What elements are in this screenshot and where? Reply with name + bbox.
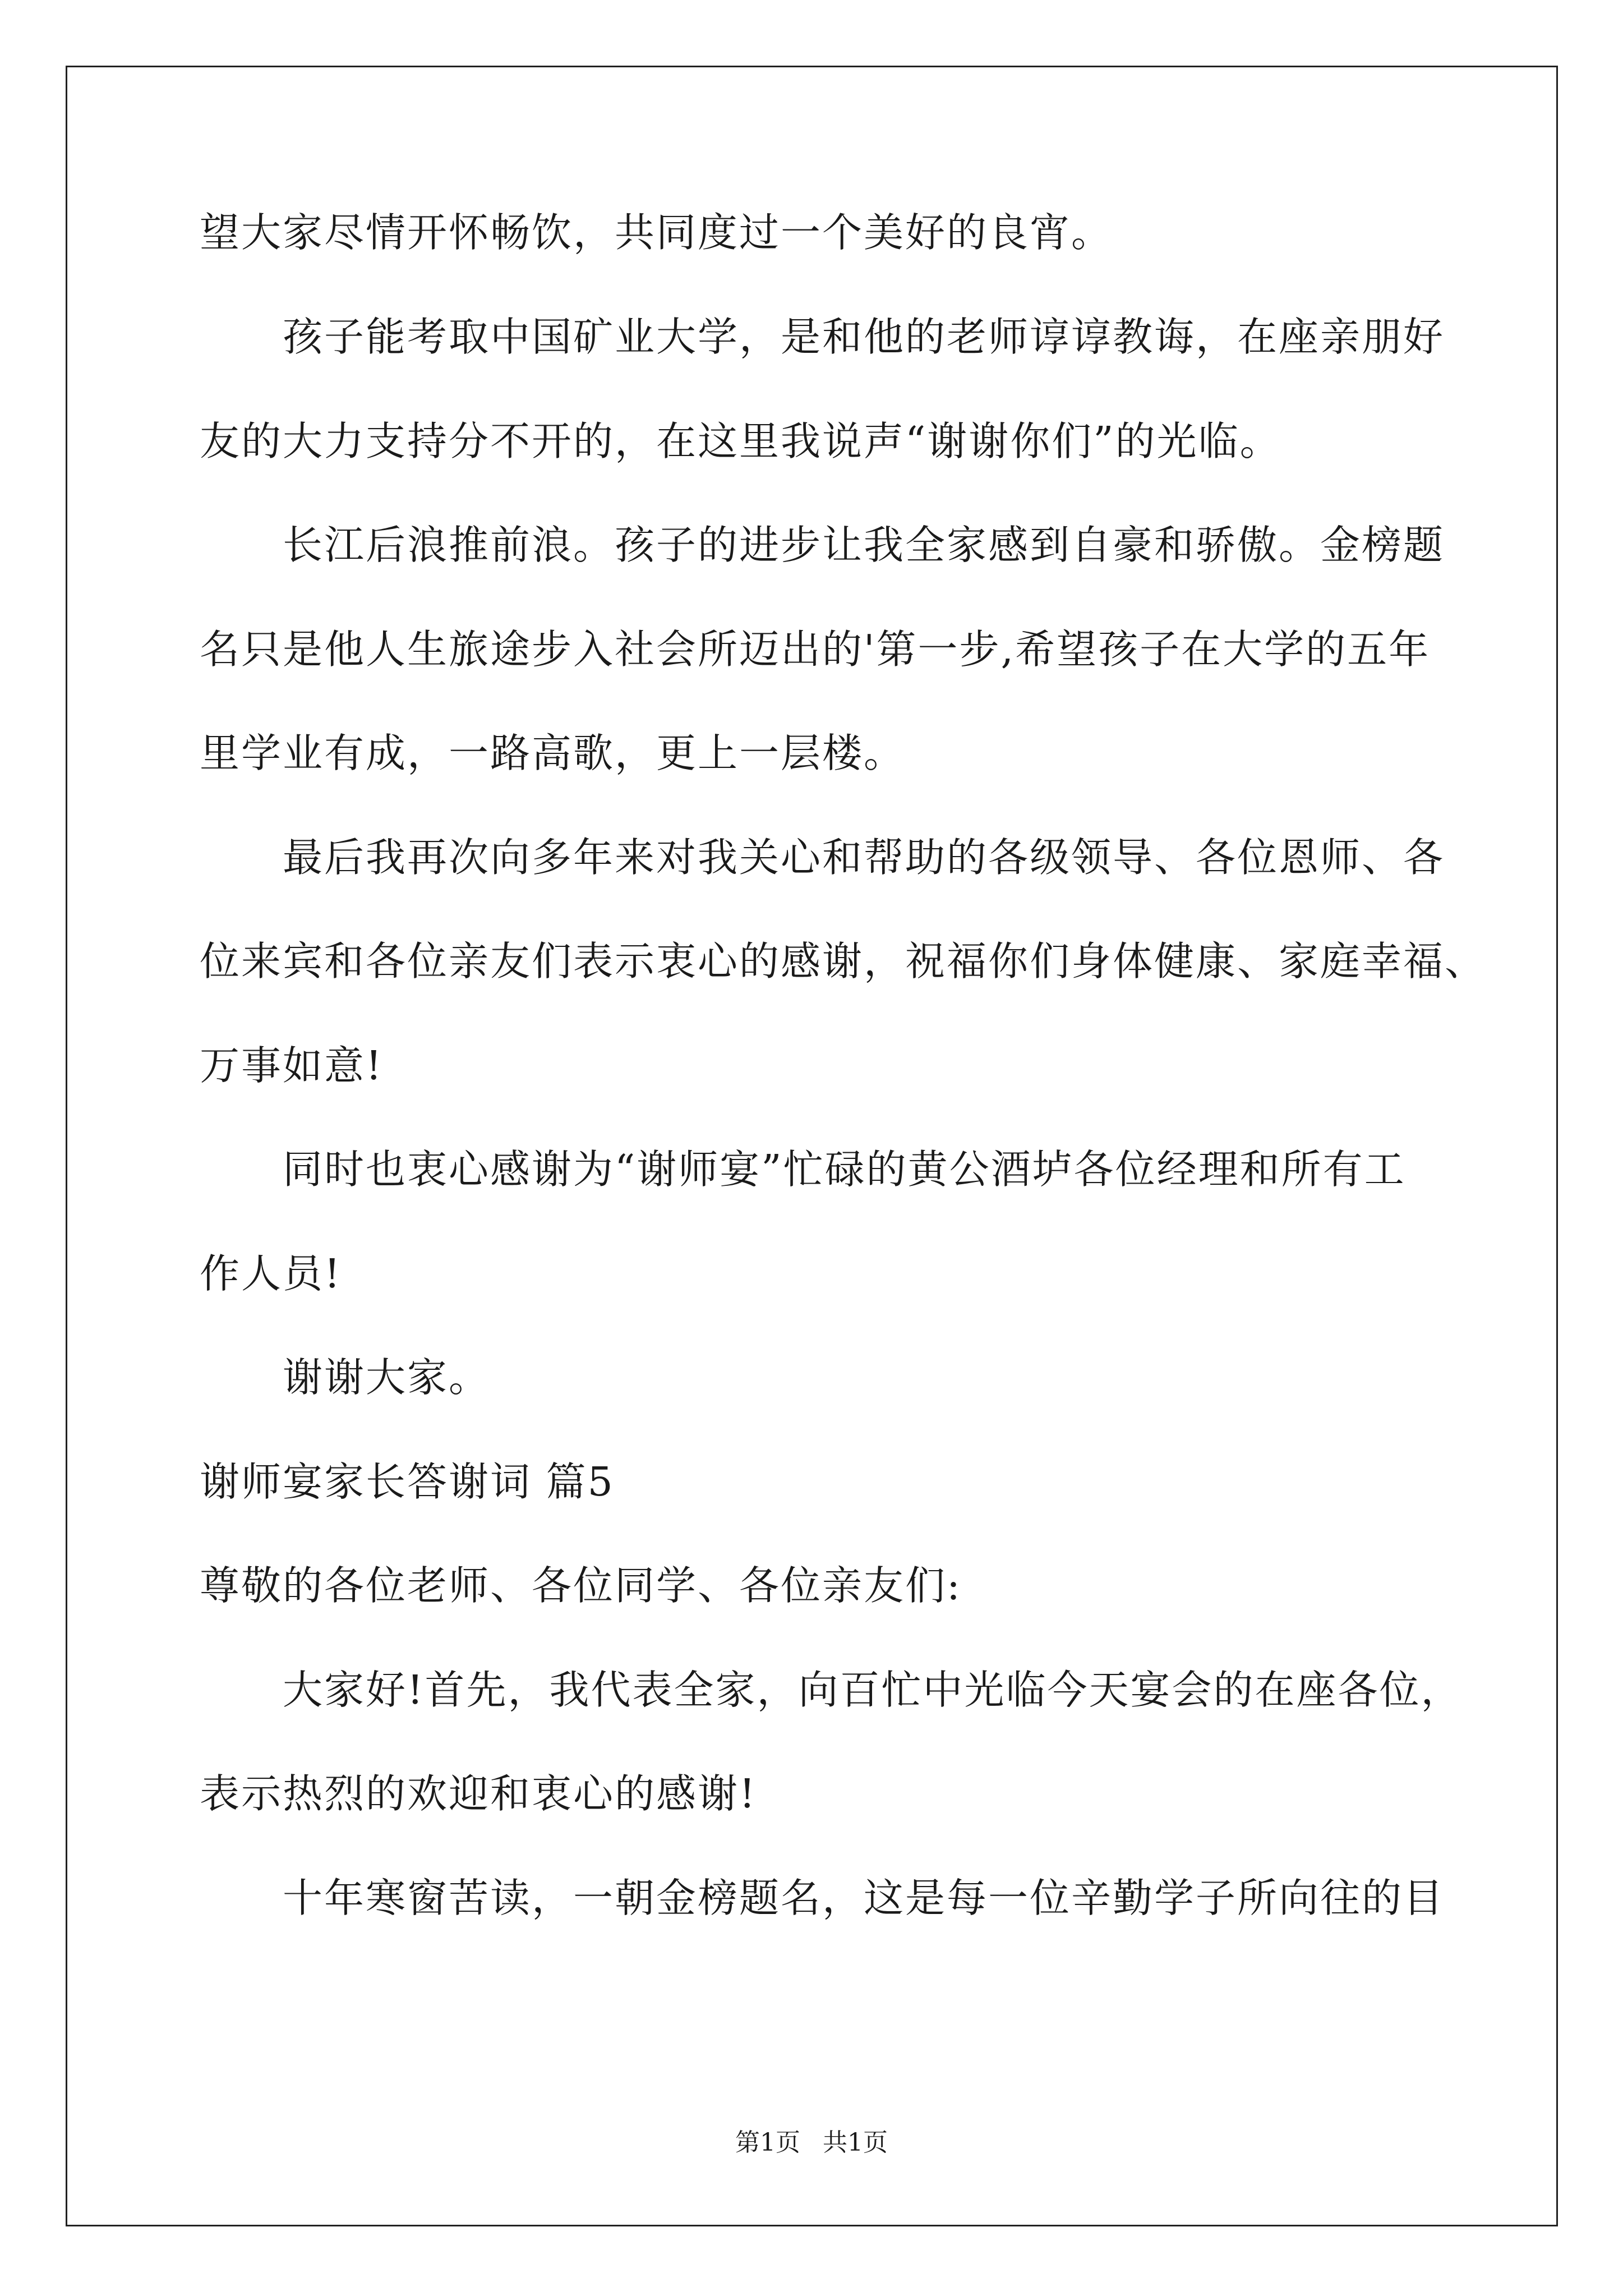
page-total: 共1页 <box>823 2128 888 2157</box>
text-line: 里学业有成，一路高歌，更上一层楼。 <box>200 730 906 776</box>
text-line: 名只是他人生旅途步入社会所迈出的'第一步,希望孩子在大学的五年 <box>200 626 1431 673</box>
text-line: 望大家尽情开怀畅饮，共同度过一个美好的良宵。 <box>200 209 1113 256</box>
paragraph-line: 同时也衷心感谢为“谢师宴”忙碌的黄公酒垆各位经理和所有工 <box>283 1146 1406 1193</box>
text-line: 友的大力支持分不开的，在这里我说声“谢谢你们”的光临。 <box>200 418 1281 464</box>
text-line: 位来宾和各位亲友们表示衷心的感谢，祝福你们身体健康、家庭幸福、 <box>200 938 1487 984</box>
paragraph-line: 谢谢大家。 <box>283 1354 491 1401</box>
paragraph-line: 最后我再次向多年来对我关心和帮助的各级领导、各位恩师、各 <box>283 834 1445 881</box>
text-line: 作人员! <box>200 1250 342 1297</box>
section-heading: 谢师宴家长答谢词 篇5 <box>200 1458 615 1505</box>
paragraph-line: 孩子能考取中国矿业大学，是和他的老师谆谆教诲，在座亲朋好 <box>283 314 1445 360</box>
page-number: 第1页 <box>735 2128 800 2157</box>
text-line: 万事如意! <box>200 1042 384 1089</box>
paragraph-line: 大家好!首先，我代表全家，向百忙中光临今天宴会的在座各位， <box>283 1667 1463 1713</box>
paragraph-line: 十年寒窗苦读，一朝金榜题名，这是每一位辛勤学子所向往的目 <box>283 1875 1445 1921</box>
paragraph-line: 长江后浪推前浪。孩子的进步让我全家感到自豪和骄傲。金榜题 <box>283 522 1445 568</box>
salutation: 尊敬的各位老师、各位同学、各位亲友们: <box>200 1562 962 1609</box>
page-footer <box>0 2129 1623 2157</box>
text-line: 表示热烈的欢迎和衷心的感谢! <box>200 1770 757 1817</box>
